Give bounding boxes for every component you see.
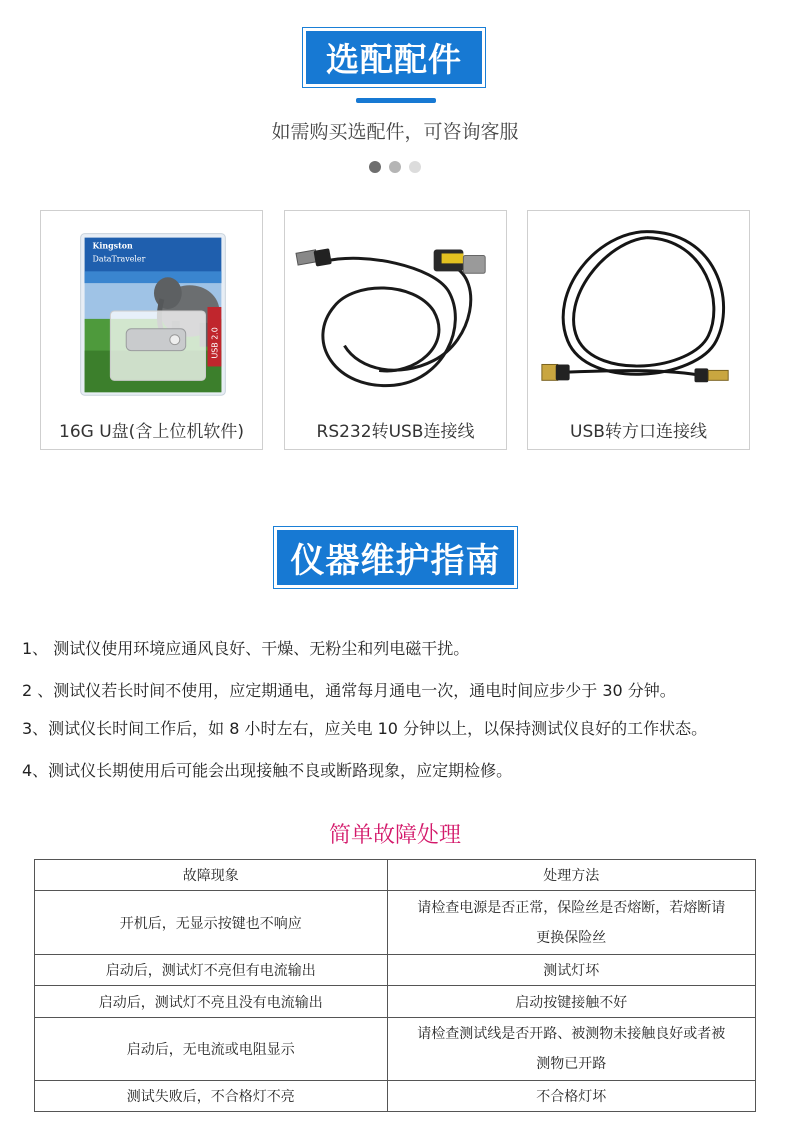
symptom-cell: 开机后，无显示按键也不响应	[35, 891, 388, 955]
package-brand: Kingston	[92, 241, 133, 251]
symptom-cell: 启动后，测试灯不亮但有电流输出	[35, 955, 388, 986]
table-row	[35, 1018, 756, 1081]
header-fix: 处理方法	[387, 860, 755, 891]
accessory-label: RS232转USB连接线	[316, 422, 475, 442]
tip-item: 4、测试仪长期使用后可能会出现接触不良或断路现象，应定期检修。	[22, 761, 513, 780]
tip-item: 2 、测试仪若长时间不使用，应定期通电，通常每月通电一次，通电时间应步少于 30 分钟。	[22, 681, 676, 700]
usb-drive-package-image	[41, 211, 262, 401]
tip-item: 3、测试仪长时间工作后，如 8 小时左右，应关电 10 分钟以上，以保持测试仪良好的工作状态。	[22, 719, 708, 738]
carousel-dot[interactable]	[369, 161, 381, 173]
fix-cell	[387, 891, 755, 955]
symptom-cell: 启动后，无电流或电阻显示	[35, 1018, 388, 1081]
fix-line: 测物已开路	[536, 1056, 607, 1072]
tip-item: 1、 测试仪使用环境应通风良好、干燥、无粉尘和列电磁干扰。	[22, 639, 470, 658]
table-row	[35, 1081, 756, 1112]
carousel-dot[interactable]	[409, 161, 421, 173]
symptom-cell: 测试失败后，不合格灯不亮	[35, 1081, 388, 1112]
header-symptom: 故障现象	[35, 860, 388, 891]
accessory-card-usb-drive[interactable]	[40, 210, 263, 450]
table-row	[35, 891, 756, 955]
faults-title: 简单故障处理	[328, 823, 461, 848]
table-header-row	[35, 860, 756, 891]
symptom-cell: 启动后，测试灯不亮且没有电流输出	[35, 986, 388, 1018]
accessories-title: 选配配件	[306, 31, 482, 84]
accessory-label: 16G U盘(含上位机软件)	[59, 422, 244, 442]
fix-line: 更换保险丝	[536, 929, 607, 946]
carousel-dots	[369, 161, 421, 173]
fix-cell: 测试灯坏	[387, 955, 755, 986]
accessory-label: USB转方口连接线	[570, 422, 707, 442]
accessories-subtitle: 如需购买选配件，可咨询客服	[271, 121, 519, 143]
package-product: DataTraveler	[92, 254, 146, 264]
fix-line: 请检查电源是否正常，保险丝是否熔断，若熔断请	[417, 899, 726, 916]
rs232-usb-cable-image	[285, 211, 506, 401]
maintenance-title: 仪器维护指南	[277, 530, 514, 585]
fix-cell: 启动按键接触不好	[387, 986, 755, 1018]
fix-cell	[387, 1018, 755, 1081]
table-row	[35, 986, 756, 1018]
accessory-card-usb-b-cable[interactable]	[527, 210, 750, 450]
fault-table	[34, 859, 756, 1112]
carousel-dot[interactable]	[389, 161, 401, 173]
fix-line: 请检查测试线是否开路、被测物未接触良好或者被	[417, 1026, 726, 1042]
fix-cell: 不合格灯坏	[387, 1081, 755, 1112]
accessory-card-rs232-cable[interactable]	[284, 210, 507, 450]
usb-a-to-b-cable-image	[528, 211, 749, 401]
table-row	[35, 955, 756, 986]
maintenance-title-box	[273, 526, 518, 589]
title-underline	[356, 98, 436, 103]
package-usb-text: USB 2.0	[210, 327, 220, 359]
accessories-title-box	[302, 27, 486, 88]
